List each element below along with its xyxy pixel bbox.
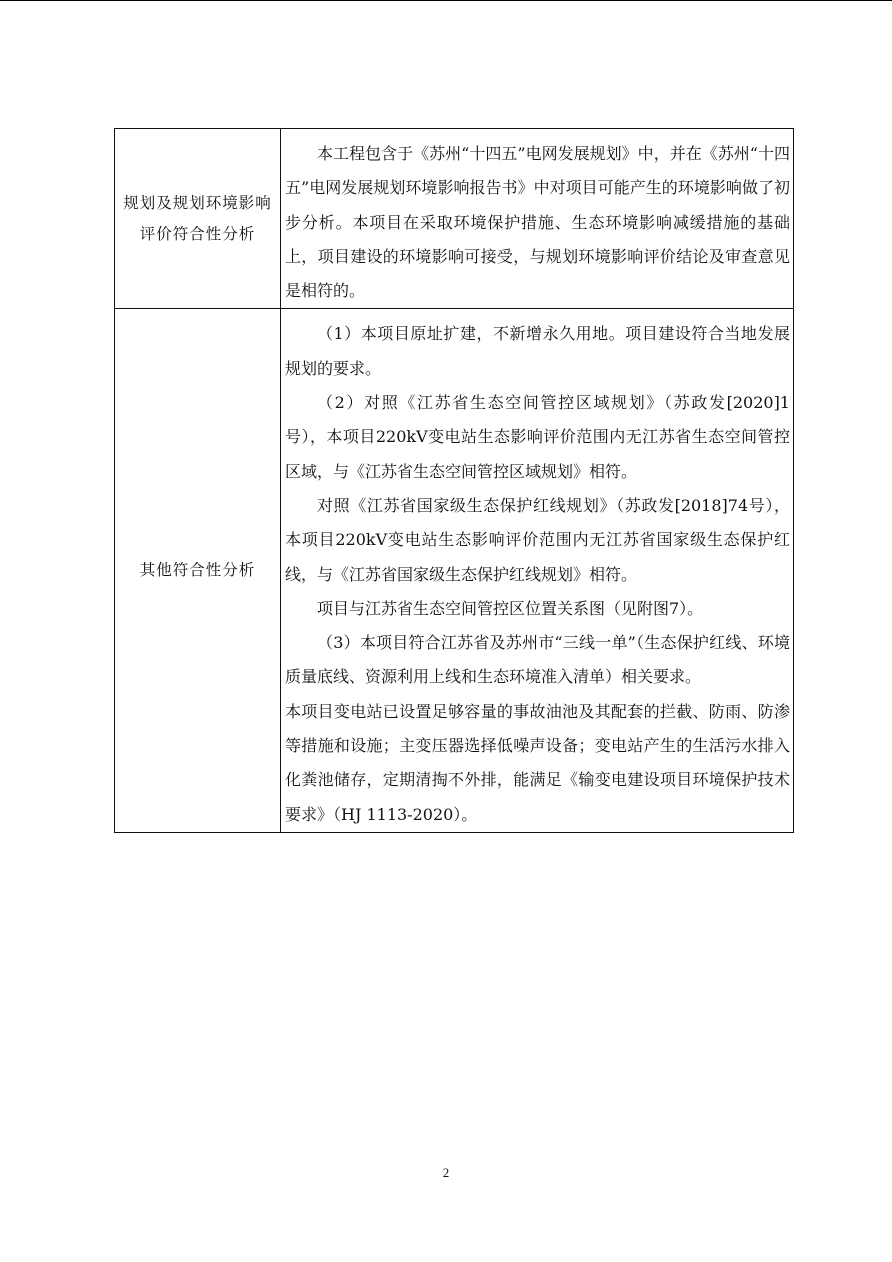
other-paragraph-3: 对照《江苏省国家级生态保护红线规划》（苏政发[2018]74号），本项目220kV变电站生态影响评价范围内无江苏省国家级生态保护红线，与《江苏省国家级生态保护红线规划》相符。 bbox=[285, 495, 790, 584]
other-paragraph-6: 本项目变电站已设置足够容量的事故油池及其配套的拦截、防雨、防渗等措施和设施；主变压器选择低噪声设备；变电站产生的生活污水排入化粪池储存，定期清掏不外排，能满足《输变电建设项目环境保护技术要求》（HJ 1113-2020）。 bbox=[285, 701, 790, 824]
row-label-planning: 规划及规划环境影响评价符合性分析 bbox=[115, 129, 281, 309]
top-border-line bbox=[0, 0, 892, 1]
row-content-planning bbox=[281, 129, 794, 309]
other-paragraph-4: 项目与江苏省生态空间管控区位置关系图（见附图7）。 bbox=[317, 598, 704, 618]
other-paragraph-1: （1）本项目原址扩建，不新增永久用地。项目建设符合当地发展规划的要求。 bbox=[285, 324, 790, 378]
page-number: 2 bbox=[442, 1165, 450, 1180]
other-paragraph-5: （3）本项目符合江苏省及苏州市“三线一单”（生态保护红线、环境质量底线、资源利用上线和生态环境准入清单）相关要求。 bbox=[285, 633, 790, 687]
planning-paragraph: 本工程包含于《苏州“十四五”电网发展规划》中，并在《苏州“十四五”电网发展规划环境影响报告书》中对项目可能产生的环境影响做了初步分析。本项目在采取环境保护措施、生态环境影响减缓措施的基础上，项目建设的环境影响可接受，与规划环境影响评价结论及审查意见是相符的。 bbox=[285, 144, 790, 301]
table-row-planning bbox=[115, 129, 794, 309]
table-row-other bbox=[115, 309, 794, 832]
compliance-table bbox=[114, 128, 794, 833]
other-paragraph-2: （2）对照《江苏省生态空间管控区域规划》（苏政发[2020]1号），本项目220kV变电站生态影响评价范围内无江苏省生态空间管控区域，与《江苏省生态空间管控区域规划》相符。 bbox=[285, 393, 790, 481]
row-label-other: 其他符合性分析 bbox=[115, 309, 281, 832]
row-content-other bbox=[281, 309, 794, 832]
